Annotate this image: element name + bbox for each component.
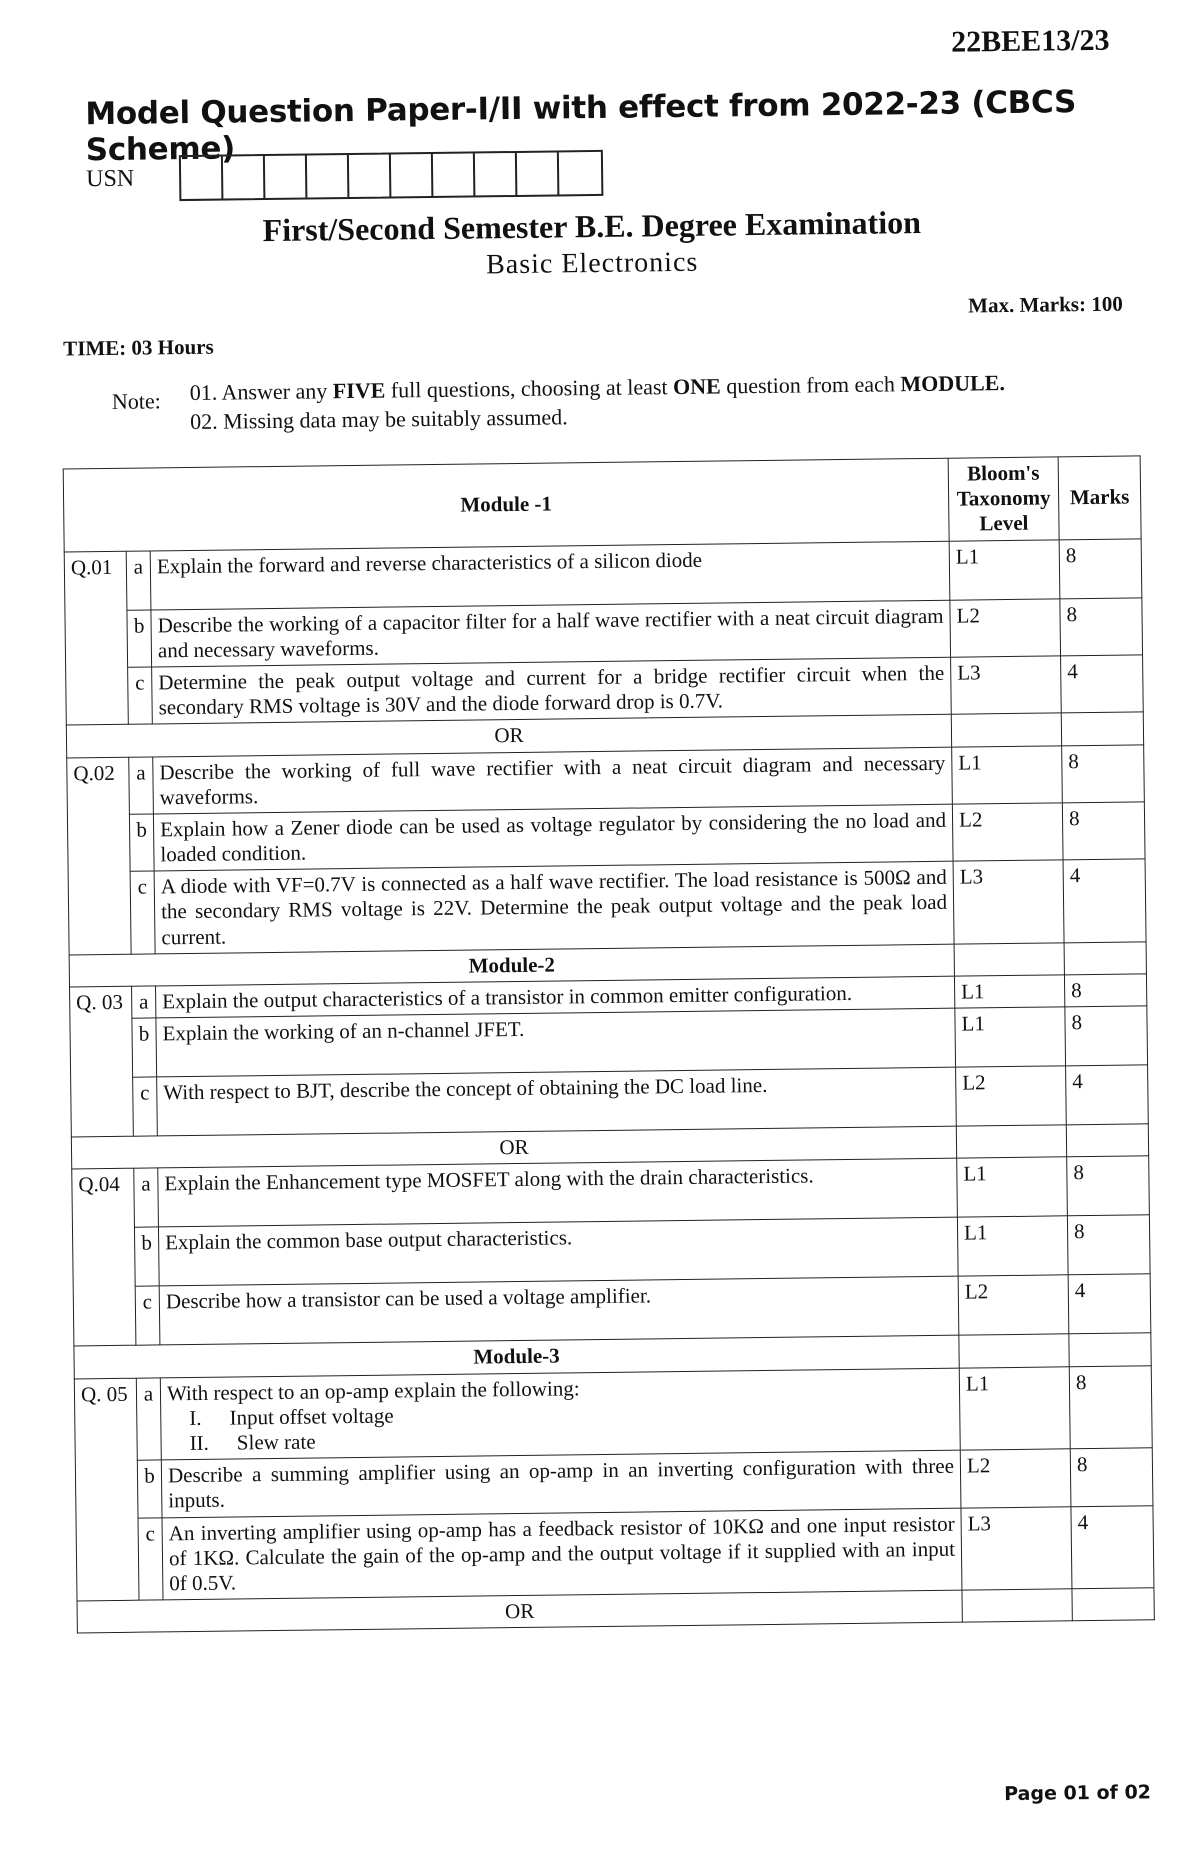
question-text: Explain how a Zener diode can be used as voltage regulator by considering the no load and loaded condition. [153, 804, 953, 871]
blooms-level: L1 [955, 1007, 1066, 1067]
sub-question: c [138, 1517, 163, 1600]
question-text: Determine the peak output voltage and current for a bridge rectifier circuit when the secondary RMS voltage is 30V and the diode forward drop is 0.7V. [152, 657, 952, 724]
marks: 4 [1063, 859, 1146, 943]
blooms-level: L3 [961, 1506, 1072, 1590]
usn-box [223, 156, 266, 199]
marks: 4 [1061, 655, 1144, 713]
or-label: OR [66, 715, 951, 758]
blooms-level: L1 [957, 1157, 1068, 1217]
list-number: I. [189, 1405, 202, 1430]
usn-box [475, 153, 518, 196]
blooms-level: L1 [952, 745, 1063, 804]
marks: 8 [1067, 1215, 1150, 1275]
usn-box [391, 154, 434, 197]
usn-boxes [179, 150, 604, 201]
marks: 8 [1065, 1006, 1148, 1066]
sub-question: b [132, 1018, 157, 1077]
subject-name: Basic Electronics [485, 246, 699, 281]
question-text: Describe the working of full wave rectifier with a neat circuit diagram and necessary waveforms. [153, 747, 953, 814]
table-row [74, 1365, 1152, 1461]
sub-question: a [126, 551, 151, 610]
usn-box [517, 152, 560, 195]
question-text [160, 1368, 960, 1460]
marks: 8 [1062, 744, 1145, 802]
usn-box [307, 155, 350, 198]
module-1-heading: Module -1 [63, 458, 949, 551]
sub-question: c [135, 1286, 160, 1345]
blooms-heading: Bloom's Taxonomy Level [948, 457, 1059, 541]
sub-question: a [134, 1168, 159, 1227]
question-text-intro: With respect to an op-amp explain the following: [166, 1375, 580, 1405]
paper-title: Model Question Paper-I/II with effect from 2022-23 (CBCS Scheme) [85, 84, 1077, 169]
marks: 8 [1062, 802, 1145, 860]
sub-question: b [129, 814, 154, 872]
sub-question: a [129, 756, 154, 814]
question-text: Explain the working of an n-channel JFET. [156, 1008, 956, 1077]
list-number: II. [189, 1430, 209, 1455]
or-label: OR [77, 1590, 962, 1633]
question-text: Explain the forward and reverse characteristics of a silicon diode [150, 541, 950, 610]
usn-box [181, 157, 224, 200]
blooms-level: L2 [958, 1275, 1069, 1335]
module-2-heading: Module-2 [69, 944, 954, 987]
sub-question: b [137, 1460, 162, 1518]
note-label: Note: [111, 388, 161, 414]
blooms-level: L2 [952, 803, 1063, 862]
question-number: Q.01 [64, 551, 128, 725]
usn-box [559, 152, 602, 195]
blooms-level: L1 [954, 975, 1064, 1009]
max-marks: Max. Marks: 100 [968, 291, 1123, 318]
marks: 4 [1071, 1505, 1154, 1589]
usn-box [349, 154, 392, 197]
sub-question: b [127, 610, 152, 668]
marks: 8 [1070, 1448, 1153, 1506]
usn-label: USN [85, 165, 135, 193]
blooms-level: L1 [957, 1216, 1068, 1276]
question-text: An inverting amplifier using op-amp has a feedback resistor of 10KΩ and one input resistor of 1KΩ. Calculate the gain of the op-amp and the output voltage if it supplied with an input 0f 0.5V. [162, 1508, 962, 1600]
exam-name: First/Second Semester B.E. Degree Examination [262, 204, 922, 249]
blooms-level: L1 [949, 539, 1060, 599]
note-line-1: 01. Answer any FIVE full questions, choosing at least ONE question from each MODULE. [189, 370, 1006, 405]
usn-box [265, 156, 308, 199]
sub-question: c [133, 1077, 158, 1136]
marks: 8 [1059, 538, 1142, 598]
blooms-level: L2 [950, 598, 1061, 657]
table-row [76, 1505, 1154, 1601]
marks: 8 [1064, 974, 1146, 1007]
question-text: Explain the Enhancement type MOSFET along with the drain characteristics. [158, 1159, 958, 1228]
sub-question: b [134, 1227, 159, 1286]
question-number: Q.02 [67, 757, 131, 955]
usn-box [433, 153, 476, 196]
question-table [63, 455, 1155, 1633]
marks: 4 [1068, 1274, 1151, 1334]
question-number: Q. 05 [74, 1378, 139, 1601]
question-text: Describe the working of a capacitor filter for a half wave rectifier with a neat circuit diagram and necessary waveforms. [151, 600, 951, 667]
or-label: OR [71, 1126, 956, 1169]
question-text: Describe a summing amplifier using an op-amp in an inverting configuration with three inputs. [161, 1450, 961, 1517]
question-text: A diode with VF=0.7V is connected as a half wave rectifier. The load resistance is 500Ω and the secondary RMS voltage is 22V. Determine the peak output voltage and the peak load current. [154, 861, 954, 953]
list-text: Input offset voltage [229, 1403, 394, 1430]
marks: 8 [1069, 1365, 1152, 1449]
marks: 8 [1067, 1156, 1150, 1216]
question-number: Q.04 [72, 1169, 136, 1347]
question-number: Q. 03 [70, 986, 134, 1137]
page-number: Page 01 of 02 [1004, 1781, 1152, 1806]
table-header [63, 456, 1141, 552]
sub-question: c [130, 871, 155, 954]
marks-heading: Marks [1058, 456, 1141, 540]
marks: 4 [1066, 1065, 1149, 1125]
question-text: With respect to BJT, describe the concept of obtaining the DC load line. [157, 1067, 957, 1136]
blooms-level: L2 [960, 1449, 1071, 1508]
blooms-level: L3 [951, 656, 1062, 715]
exam-time: TIME: 03 Hours [63, 334, 214, 361]
question-text: Describe how a transistor can be used a voltage amplifier. [159, 1277, 959, 1346]
table-row [68, 859, 1146, 955]
list-text: Slew rate [236, 1429, 316, 1455]
blooms-level: L2 [956, 1066, 1067, 1126]
sub-question: c [128, 667, 153, 725]
sub-question: a [132, 986, 156, 1018]
question-text: Explain the output characteristics of a transistor in common emitter configuration. [156, 976, 955, 1018]
note-line-2: 02. Missing data may be suitably assumed. [189, 404, 568, 434]
blooms-level: L3 [953, 860, 1064, 944]
question-text: Explain the common base output characteristics. [158, 1218, 958, 1287]
module-3-heading: Module-3 [74, 1336, 959, 1379]
sub-question: a [136, 1377, 161, 1460]
roman-list [189, 1396, 954, 1456]
blooms-level: L1 [959, 1366, 1070, 1450]
marks: 8 [1060, 597, 1143, 655]
subject-code: 22BEE13/23 [950, 23, 1110, 59]
